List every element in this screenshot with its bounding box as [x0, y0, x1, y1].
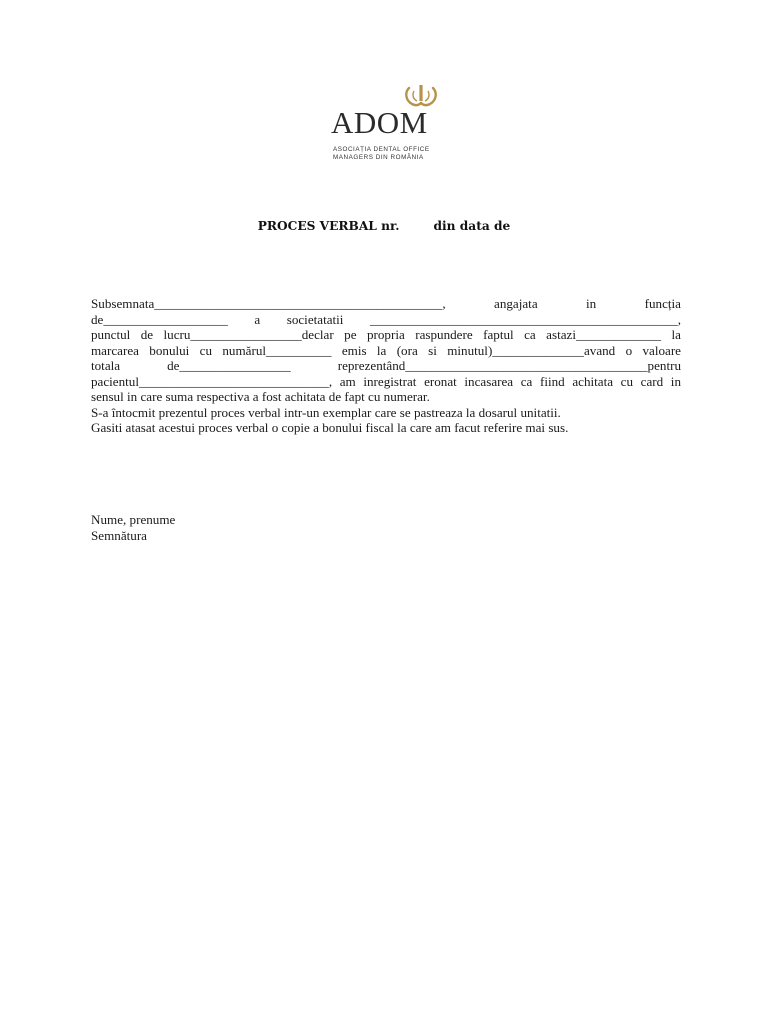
name-label: Nume, prenume: [91, 512, 176, 527]
logo-brand-text: ADOM: [331, 105, 428, 140]
document-title: [0, 219, 768, 233]
document-body: [91, 296, 681, 436]
body-line: sensul in care suma respectiva a fost achitata de fapt cu numerar.: [91, 389, 430, 404]
logo-tagline-line1: ASOCIAȚIA DENTAL OFFICE: [333, 146, 430, 153]
logo-tagline-line2: MANAGERS DIN ROMÂNIA: [333, 154, 424, 161]
body-line: pacientul_____________________________, am inregistrat eronat incasarea ca fiind achitata cu card in: [91, 373, 681, 389]
title-date: din data de: [433, 219, 511, 233]
body-line: marcarea bonului cu numărul__________ emis la (ora si minutul)______________avand o valoare: [91, 342, 681, 358]
adom-logo: [331, 84, 441, 164]
title-proces-verbal: PROCES VERBAL nr.: [257, 219, 400, 233]
signature-block: [91, 512, 175, 543]
signature-label: Semnătura: [91, 527, 147, 543]
body-line: de___________________ a societatatii _______________________________________________,: [91, 311, 681, 327]
body-line: punctul de lucru_________________declar pe propria raspundere faptul ca astazi_____________ la: [91, 327, 681, 342]
body-line: Subsemnata____________________________________________, angajata in funcția: [91, 296, 681, 311]
body-line: totala de_________________ reprezentând_____________________________________pentru: [91, 358, 681, 373]
body-line: Gasiti atasat acestui proces verbal o copie a bonului fiscal la care am facut referire mai sus.: [91, 420, 569, 435]
logo-tagline: [333, 146, 441, 162]
body-line: S-a întocmit prezentul proces verbal intr-un exemplar care se pastreaza la dosarul unitatii.: [91, 404, 561, 420]
